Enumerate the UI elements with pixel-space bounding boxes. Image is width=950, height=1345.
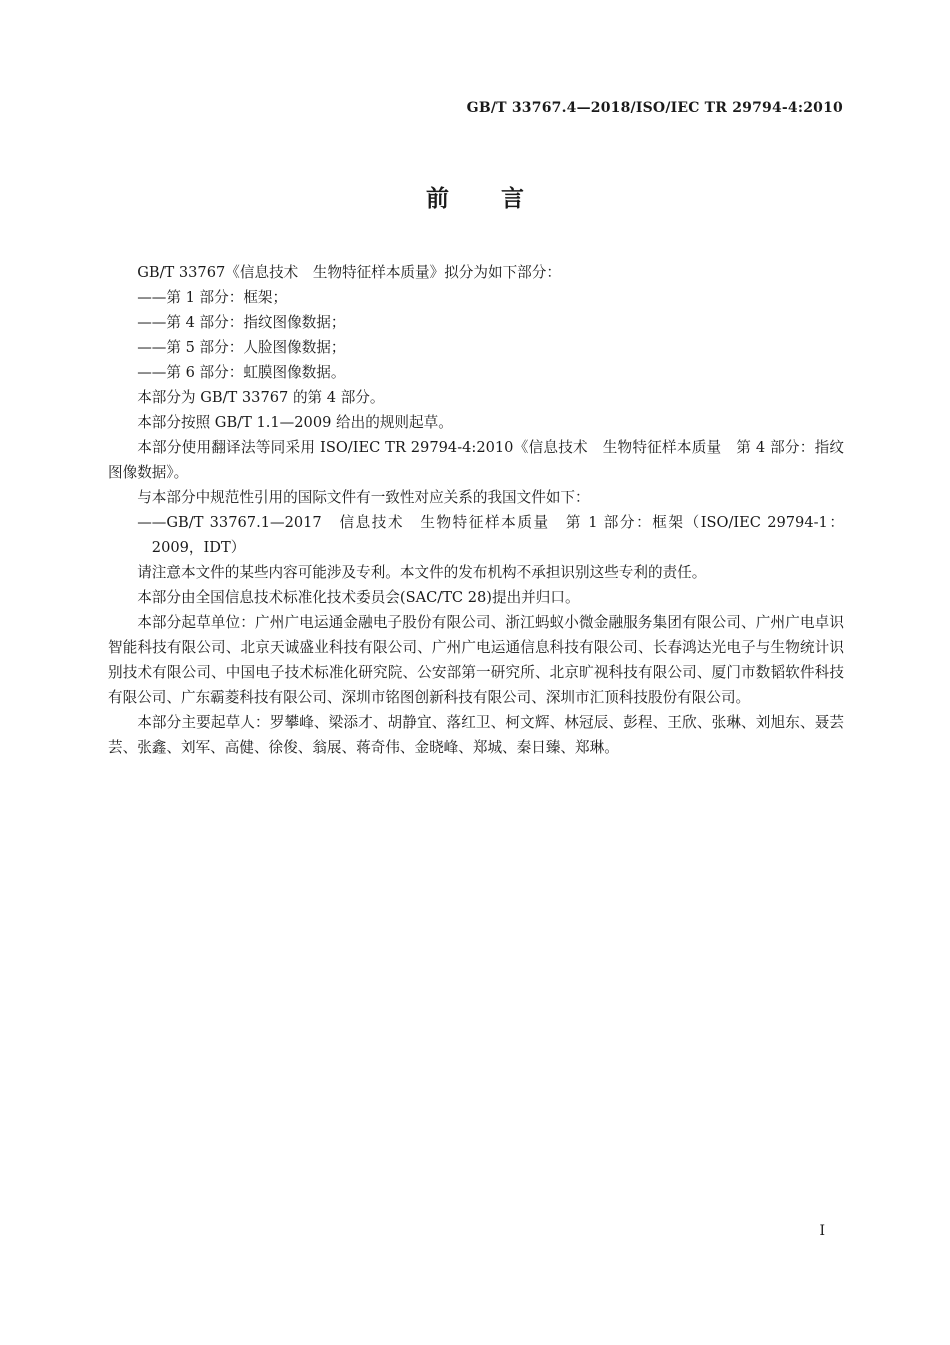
paragraph-intro: GB/T 33767《信息技术 生物特征样本质量》拟分为如下部分：: [137, 264, 561, 281]
paragraph-proposed-by: 本部分由全国信息技术标准化技术委员会(SAC/TC 28)提出并归口。: [137, 589, 580, 606]
list-item-normative-ref: ——GB/T 33767.1—2017 信息技术 生物特征样本质量 第 1 部分：框架（ISO/IEC 29794-1：2009，IDT）: [137, 514, 844, 556]
list-item-part-1: ——第 1 部分：框架；: [137, 289, 288, 306]
paragraph-translation: 本部分使用翻译法等同采用 ISO/IEC TR 29794-4:2010《信息技术 生物特征样本质量 第 4 部分：指纹图像数据》。: [108, 439, 844, 481]
list-item-part-5: ——第 5 部分：人脸图像数据；: [137, 339, 346, 356]
paragraph-normative-intro: 与本部分中规范性引用的国际文件有一致性对应关系的我国文件如下：: [137, 489, 590, 506]
paragraph-drafters: 本部分主要起草人：罗攀峰、梁添才、胡静宜、落红卫、柯文辉、林冠辰、彭程、王欣、张琳、刘旭东、聂芸芸、张鑫、刘军、高健、徐俊、翁展、蒋奇伟、金晓峰、郑城、秦日臻、郑琳。: [108, 714, 844, 756]
paragraph-drafting-units: 本部分起草单位：广州广电运通金融电子股份有限公司、浙江蚂蚁小微金融服务集团有限公司、广州广电卓识智能科技有限公司、北京天诚盛业科技有限公司、广州广电运通信息科技有限公司、长春鸿达光电子与生物统计识别技术有限公司、中国电子技术标准化研究院、公安部第一研究所、北京旷视科技有限公司、厦门市数韬软件科技有限公司、广东霸菱科技有限公司、深圳市铭图创新科技有限公司、深圳市汇顶科技股份有限公司。: [108, 614, 844, 706]
page-number: I: [819, 1223, 825, 1239]
list-item-part-6: ——第 6 部分：虹膜图像数据。: [137, 364, 346, 381]
header-standard-code: GB/T 33767.4—2018/ISO/IEC TR 29794-4:2010: [466, 100, 843, 116]
page-title: 前言: [426, 186, 576, 212]
paragraph-this-part: 本部分为 GB/T 33767 的第 4 部分。: [137, 389, 385, 406]
list-item-part-4: ——第 4 部分：指纹图像数据；: [137, 314, 346, 331]
foreword-content: [108, 260, 844, 760]
paragraph-drafting-rules: 本部分按照 GB/T 1.1—2009 给出的规则起草。: [137, 414, 453, 431]
paragraph-patent-notice: 请注意本文件的某些内容可能涉及专利。本文件的发布机构不承担识别这些专利的责任。: [137, 564, 707, 581]
